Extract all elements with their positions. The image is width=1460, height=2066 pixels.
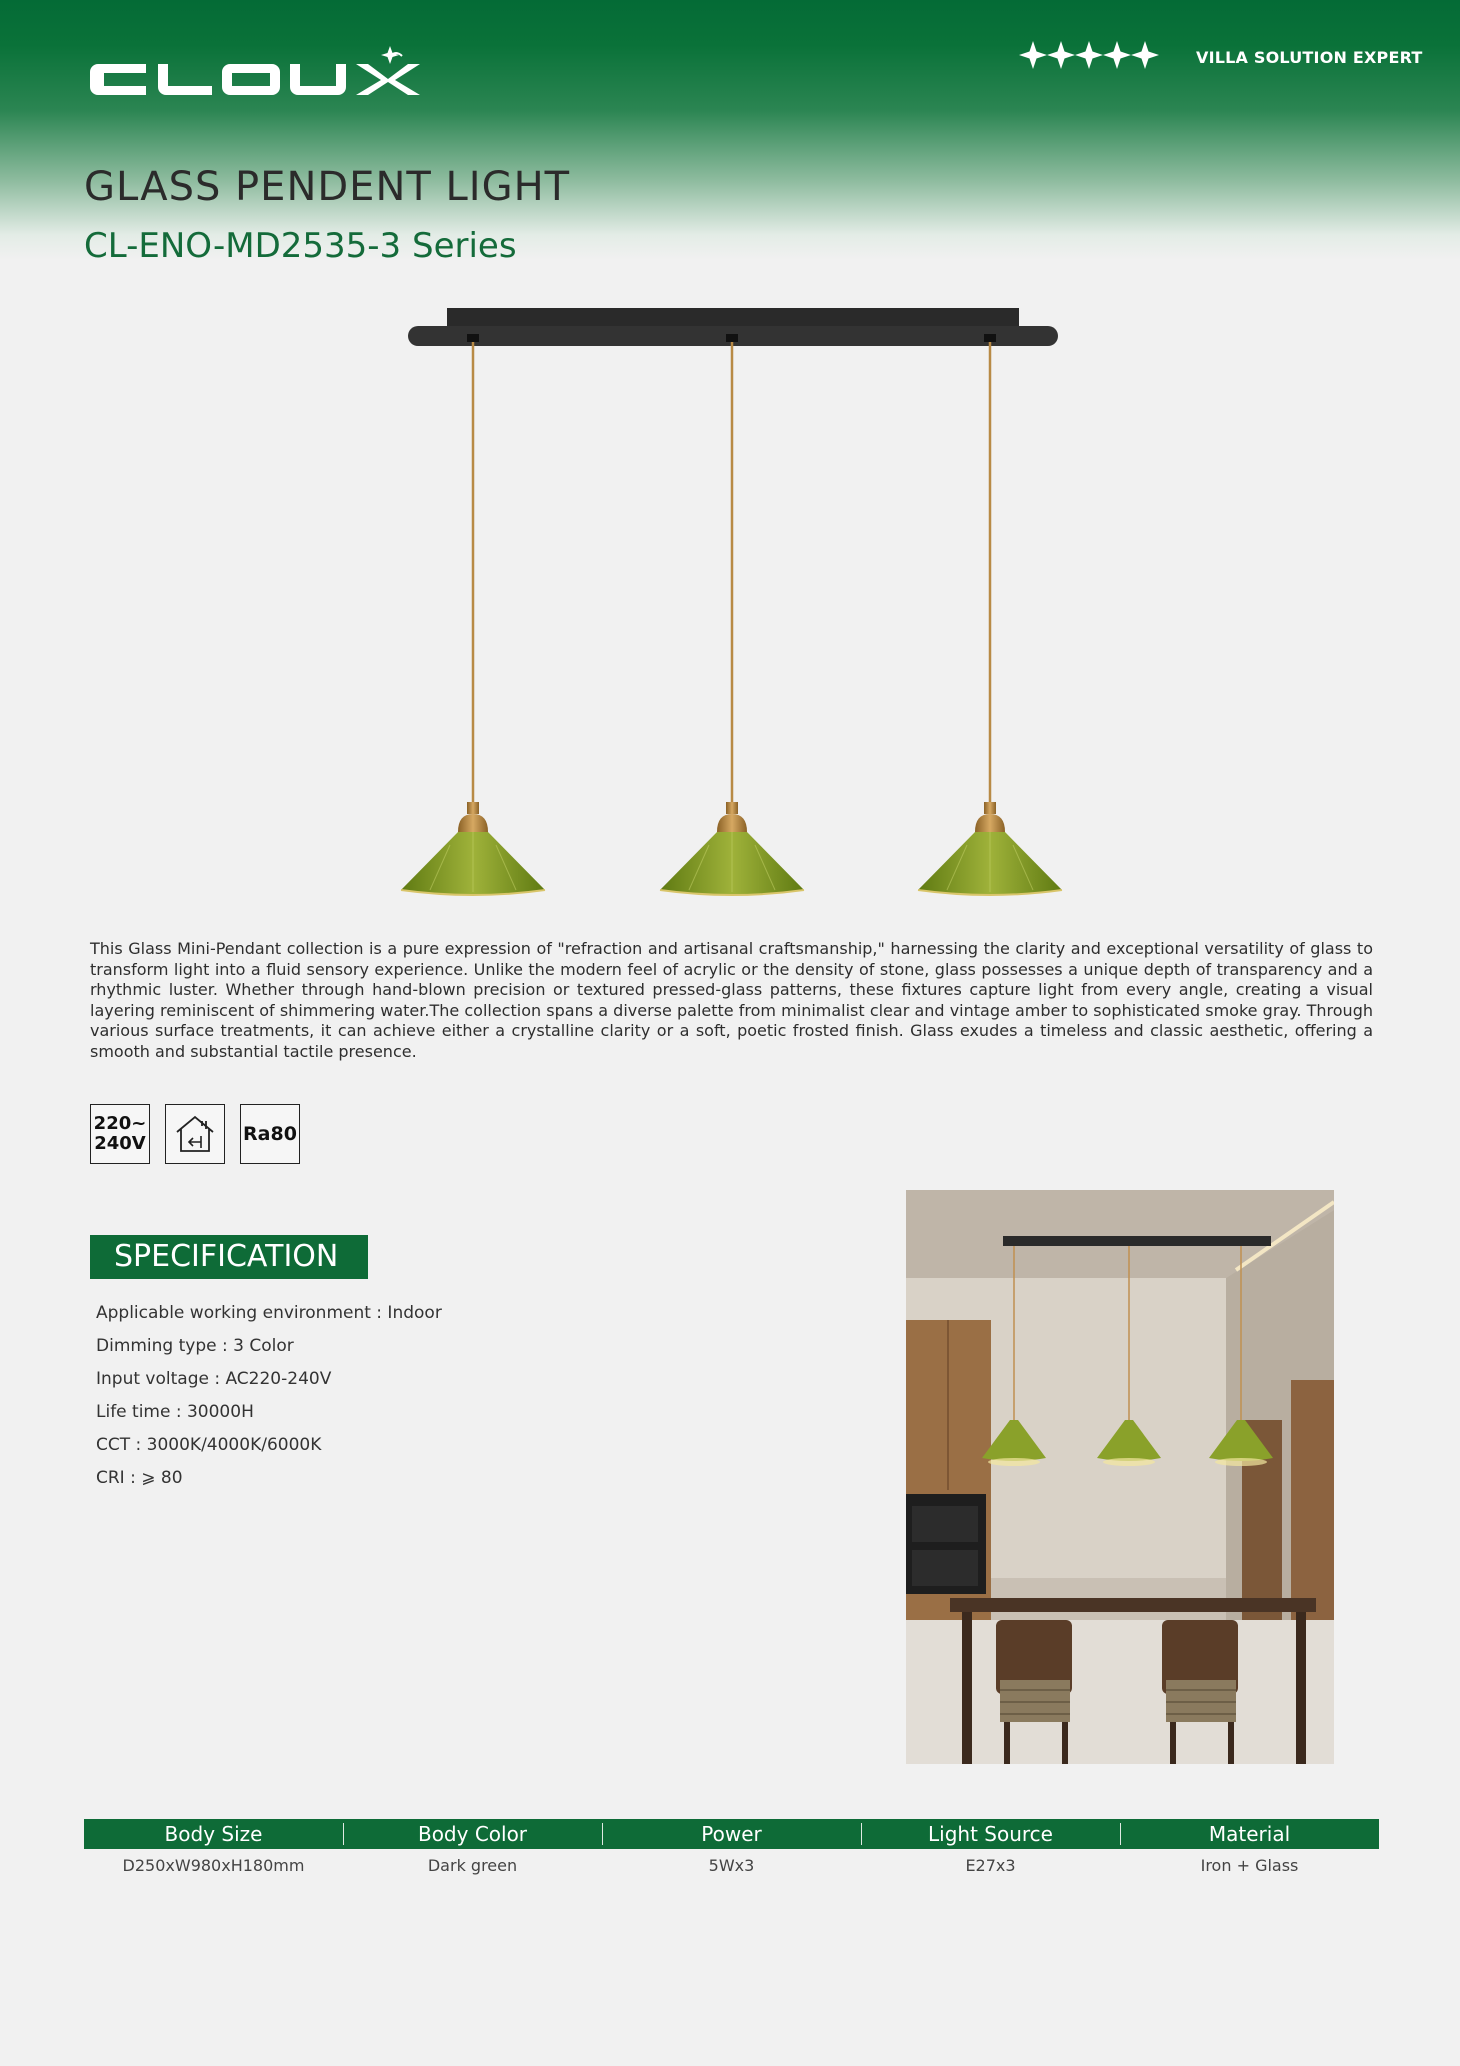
spec-item-voltage: Input voltage : AC220-240V bbox=[96, 1369, 332, 1389]
room-scene-image bbox=[906, 1190, 1334, 1764]
spec-item-cri: CRI : ⩾ 80 bbox=[96, 1468, 183, 1488]
star-icon bbox=[1075, 41, 1103, 69]
rating-stars bbox=[1018, 40, 1160, 74]
cri-badge bbox=[240, 1104, 300, 1164]
voltage-badge bbox=[90, 1104, 150, 1164]
spec-item-environment: Applicable working environment : Indoor bbox=[96, 1303, 442, 1323]
cell-light-source: E27x3 bbox=[965, 1856, 1016, 1875]
pendant-lamp bbox=[918, 334, 1062, 895]
star-icon bbox=[1047, 41, 1075, 69]
product-image bbox=[390, 300, 1070, 914]
tagline: VILLA SOLUTION EXPERT bbox=[1196, 48, 1423, 67]
indoor-badge bbox=[165, 1104, 225, 1164]
pendant-lamp bbox=[660, 334, 804, 895]
column-header-body-color: Body Color bbox=[343, 1819, 602, 1849]
brand-logo bbox=[84, 40, 444, 104]
cell-material: Iron + Glass bbox=[1200, 1856, 1299, 1875]
pendant-lamp bbox=[401, 334, 545, 895]
spec-table-header bbox=[84, 1819, 1379, 1849]
page-title: GLASS PENDENT LIGHT bbox=[84, 164, 571, 210]
spec-item-dimming: Dimming type : 3 Color bbox=[96, 1336, 294, 1356]
cell-body-size: D250xW980xH180mm bbox=[122, 1856, 305, 1875]
product-description: This Glass Mini-Pendant collection is a pure expression of "refraction and artisanal craftsmanship," harnessing the clarity and exceptional versatility of glass to transform light into a fluid sensory experience. Unlike the modern feel of acrylic or the density of stone, glass possesses a unique depth of transparency and a rhythmic luster. Whether through hand-blown precision or textured pressed-glass patterns, these fixtures capture light from every angle, creating a visual layering reminiscent of shimmering water.The collection spans a diverse palette from minimalist clear and vintage amber to sophisticated smoke gray. Through various surface treatments, it can achieve either a crystalline clarity or a soft, poetic frosted finish. Glass exudes a timeless and classic aesthetic, offering a smooth and substantial tactile presence. bbox=[90, 939, 1373, 1061]
column-header-light-source: Light Source bbox=[861, 1819, 1120, 1849]
star-icon bbox=[1131, 41, 1159, 69]
indoor-house-icon bbox=[171, 1112, 219, 1156]
spec-list bbox=[96, 1302, 442, 1500]
star-icon bbox=[1019, 41, 1047, 69]
cri-badge-text: Ra80 bbox=[243, 1123, 297, 1145]
spec-item-lifetime: Life time : 30000H bbox=[96, 1402, 254, 1422]
cell-power: 5Wx3 bbox=[708, 1856, 755, 1875]
star-icon bbox=[1103, 41, 1131, 69]
specification-heading: SPECIFICATION bbox=[90, 1235, 368, 1279]
table-row bbox=[84, 1856, 1379, 1875]
cell-body-color: Dark green bbox=[427, 1856, 518, 1875]
voltage-line-2: 240V bbox=[94, 1133, 146, 1154]
series-name: CL-ENO-MD2535-3 Series bbox=[84, 226, 517, 266]
spec-item-cct: CCT : 3000K/4000K/6000K bbox=[96, 1435, 322, 1455]
column-header-body-size: Body Size bbox=[164, 1822, 263, 1846]
voltage-line-1: 220~ bbox=[93, 1113, 147, 1134]
column-header-material: Material bbox=[1120, 1819, 1379, 1849]
column-header-power: Power bbox=[602, 1819, 861, 1849]
header-banner bbox=[0, 0, 1460, 260]
